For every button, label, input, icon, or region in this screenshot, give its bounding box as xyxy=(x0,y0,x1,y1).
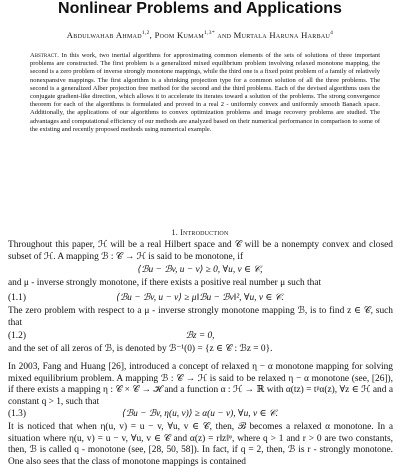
paragraph: Throughout this paper, ℋ will be a real Hilbert space and 𝒞 will be a nonempty convex and closed subset of ℋ. A mapping ℬ : 𝒞 → ℋ is said to be monotone, if xyxy=(8,240,393,262)
equation-body: ⟨ℬu − ℬv, u − v⟩ ≥ 0, ∀u, v ∈ 𝒞, xyxy=(137,265,263,275)
paragraph: In 2003, Fang and Huang [26], introduced a concept of relaxed η − α monotone mapping for solving mixed equilibrium problem. A mapping ℬ : 𝒞 → ℋ is said to be relaxed η − α monotone (see, [26]), if there exists a mapping η : 𝒞 × 𝒞 → ℋ and a function α : ℋ → ℝ with α(tz) = tᵖα(z), ∀z ∈ ℋ and a constant q > 1, such that xyxy=(8,362,393,407)
equation-body: ⟨ℬu − ℬv, η(u, v)⟩ ≥ α(u − v), ∀u, v ∈ 𝒞. xyxy=(122,409,278,419)
author-separator: , xyxy=(149,30,155,40)
paragraph: The zero problem with respect to a μ - inverse strongly monotone mapping ℬ, is to find z ∈ 𝒞, such that xyxy=(8,306,393,328)
author-list xyxy=(0,30,400,40)
author-name: Poom Kumam xyxy=(154,30,205,40)
paragraph: and the set of all zeros of ℬ, is denoted by ℬ⁻¹(0) = {z ∈ 𝒞 : ℬz = 0}. xyxy=(8,344,273,354)
equation-body: ⟨ℬu − ℬv, u − v⟩ ≥ μ‖ℬu − ℬv‖², ∀u, v ∈ 𝒞. xyxy=(116,293,284,303)
author-name: Murtala Haruna Harbau xyxy=(233,30,331,40)
equation-number: (1.1) xyxy=(8,293,26,303)
abstract xyxy=(30,52,380,134)
equation-body: ℬz = 0, xyxy=(185,331,215,341)
abstract-text: In this work, two inertial algorithms for approximating common elements of the sets of solutions of three important problems are constructed. The first problem is a generalized mixed equilibrium problem involving relaxed monotone mapping, the second is a zero problem of inverse strongly monotone mappings, while the third one is a fixed point problem of a family of relatively nonexpansive mappings. The first algorithm is a shrinking projection type for a common solution of all the three problems. The second is a generalized Alber projection free method for the second and the third problems. Each of the devised algorithms uses the conjugate gradient-like direction, which allows it to accelerate its iterates toward a solution of the problems. The strong convergence theorem for each of the algorithms is formulated and proved in a real 2 - uniformly convex and uniformly smooth Banach space. Additionally, the applications of our algorithms to convex optimization problems and image recovery problems are studied. The advantages and computational efficiency of our methods are analyzed based on their numerical performance in comparison to some of the existing and recently proposed methods using numerical example. xyxy=(30,52,380,133)
author-affiliation: 4 xyxy=(330,30,334,37)
paragraph: It is noticed that when η(u, v) = u − v, ∀u, v ∈ 𝒞, then, ℬ becomes a relaxed α monotone. In a situation where η(u, v) = u − v, ∀u, v ∈ 𝒞 and α(z) = r‖z‖ᵠ, where q > 1 and r > 0 are two constants, then, ℬ is called q - monotone (see, [28, 50, 58]). In fact, if q = 2, then, ℬ is r - strongly monotone. One also sees that the class of monotone mappings is contained xyxy=(8,422,393,467)
author-affiliation: 1,3* xyxy=(204,30,215,37)
paragraph: and μ - inverse strongly monotone, if there exists a positive real number μ such that xyxy=(8,278,322,288)
author-separator: and xyxy=(214,30,234,40)
paper-title: Nonlinear Problems and Applications xyxy=(58,0,342,17)
author-affiliation: 1,2 xyxy=(141,30,150,37)
section-heading: 1. Introduction xyxy=(171,228,229,237)
author-name: Abdulwahab Ahmad xyxy=(66,30,142,40)
equation-number: (1.2) xyxy=(8,331,26,341)
abstract-label: Abstract. xyxy=(30,52,59,59)
equation-number: (1.3) xyxy=(8,409,26,419)
